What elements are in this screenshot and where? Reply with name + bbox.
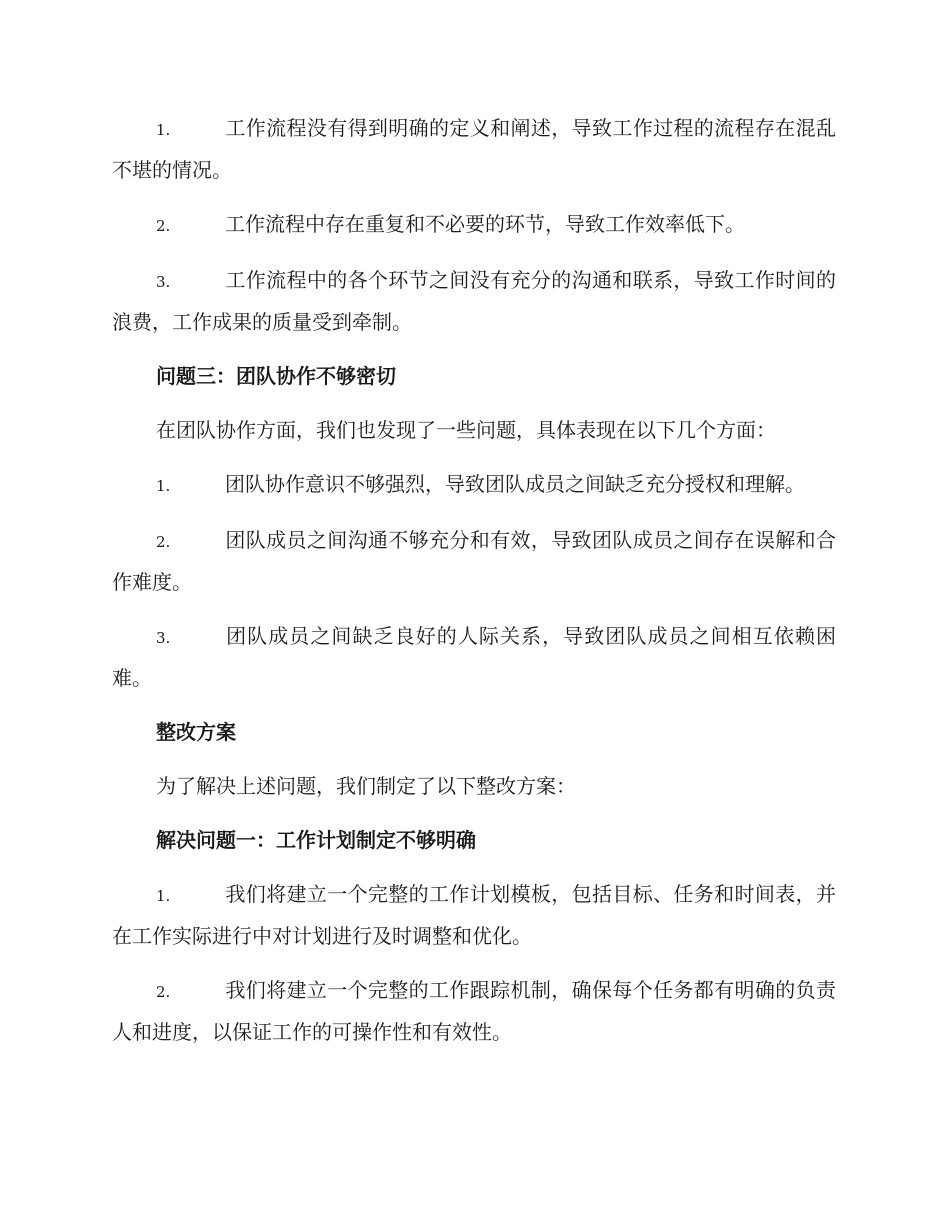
list-item [112,970,836,1052]
list-item [112,204,836,246]
solution1-heading: 解决问题一：工作计划制定不够明确 [156,828,476,852]
list-number: 1. [156,477,171,495]
list-text: 工作流程中存在重复和不必要的环节，导致工作效率低下。 [225,212,745,236]
list-text: 我们将建立一个完整的工作跟踪机制，确保每个任务都有明确的负责人和进度，以保证工作的可操作性和有效性。 [112,978,836,1044]
list-number: 1. [156,121,171,139]
list-number: 2. [156,533,171,551]
plan-heading: 整改方案 [156,720,236,744]
list-text: 工作流程中的各个环节之间没有充分的沟通和联系，导致工作时间的浪费，工作成果的质量受到牵制。 [112,268,836,334]
list-number: 1. [156,887,171,905]
list-item [112,874,836,956]
list-text: 团队成员之间缺乏良好的人际关系，导致团队成员之间相互依赖困难。 [112,624,836,690]
problem3-intro: 在团队协作方面，我们也发现了一些问题，具体表现在以下几个方面： [156,418,776,442]
list-number: 3. [156,629,171,647]
list-number: 3. [156,273,171,291]
list-text: 我们将建立一个完整的工作计划模板，包括目标、任务和时间表，并在工作实际进行中对计划进行及时调整和优化。 [112,882,836,948]
list-text: 工作流程没有得到明确的定义和阐述，导致工作过程的流程存在混乱不堪的情况。 [112,116,836,182]
plan-intro: 为了解决上述问题，我们制定了以下整改方案： [156,774,576,798]
list-text: 团队成员之间沟通不够充分和有效，导致团队成员之间存在误解和合作难度。 [112,528,836,594]
document-body [112,108,836,1066]
list-number: 2. [156,983,171,1001]
list-text: 团队协作意识不够强烈，导致团队成员之间缺乏充分授权和理解。 [225,472,805,496]
problem3-heading: 问题三：团队协作不够密切 [156,364,396,388]
list-item [112,260,836,342]
list-item [112,616,836,698]
list-item [112,108,836,190]
list-number: 2. [156,217,171,235]
list-item [112,464,836,506]
list-item [112,520,836,602]
